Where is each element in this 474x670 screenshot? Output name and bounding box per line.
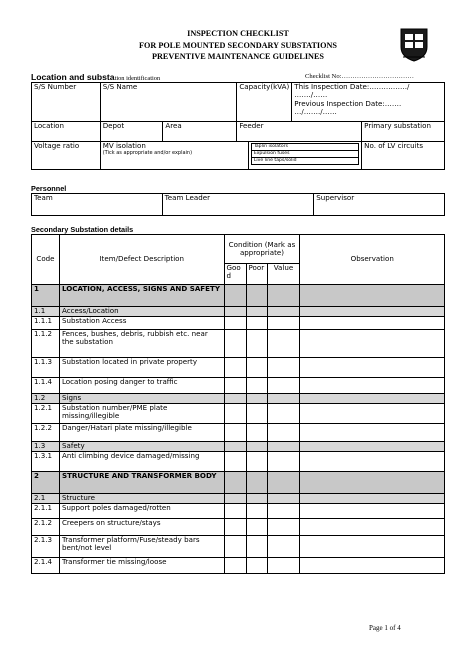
row-item: Location posing danger to traffic xyxy=(59,378,224,394)
area-field[interactable]: Area xyxy=(163,122,237,142)
poor-checkbox[interactable] xyxy=(246,452,267,472)
row-code: 1.1.3 xyxy=(32,358,60,378)
table-row xyxy=(32,472,445,494)
row-item: Structure xyxy=(59,494,224,504)
primary-substation-field[interactable]: Primary substation xyxy=(362,122,445,142)
row-item: Safety xyxy=(59,442,224,452)
observation-field xyxy=(300,442,445,452)
value-field[interactable] xyxy=(267,452,300,472)
col-code-header: Code xyxy=(32,235,60,285)
observation-field[interactable] xyxy=(300,378,445,394)
good-checkbox xyxy=(224,442,246,452)
row-code: 2 xyxy=(32,472,60,494)
row-code: 1 xyxy=(32,285,60,307)
team-leader-field[interactable]: Team Leader xyxy=(162,194,314,216)
row-code: 1.3.1 xyxy=(32,452,60,472)
good-checkbox[interactable] xyxy=(224,452,246,472)
mv-isolation-note: (Tick as appropriate and/or explain) xyxy=(102,150,193,157)
poor-checkbox[interactable] xyxy=(246,317,267,330)
col-item-header: Item/Defect Description xyxy=(59,235,224,285)
row-code: 1.1.2 xyxy=(32,330,60,358)
table-row xyxy=(32,330,445,358)
table-row xyxy=(32,452,445,472)
observation-field xyxy=(300,394,445,404)
row-item: Transformer platform/Fuse/steady bars bent/not level xyxy=(59,536,224,558)
table-row xyxy=(32,285,445,307)
col-value-header: Value xyxy=(267,264,300,285)
good-checkbox[interactable] xyxy=(224,404,246,424)
table-row xyxy=(32,519,445,536)
row-item: Fences, bushes, debris, rubbish etc. near the substation xyxy=(59,330,224,358)
personnel-table xyxy=(31,193,445,216)
good-checkbox[interactable] xyxy=(224,378,246,394)
page-number: Page 1 of 4 xyxy=(369,624,401,632)
row-item: Anti climbing device damaged/missing xyxy=(59,452,224,472)
value-field[interactable] xyxy=(267,317,300,330)
ss-name-field[interactable]: S/S Name xyxy=(100,83,237,122)
row-code: 1.2.1 xyxy=(32,404,60,424)
value-field[interactable] xyxy=(267,404,300,424)
poor-checkbox[interactable] xyxy=(246,404,267,424)
table-row xyxy=(32,494,445,504)
previous-inspection-date: Previous Inspection Date:……. …/……./…… xyxy=(294,98,402,117)
isolator-options xyxy=(248,142,361,170)
row-item: Signs xyxy=(59,394,224,404)
value-field xyxy=(267,394,300,404)
observation-field[interactable] xyxy=(300,358,445,378)
poor-checkbox[interactable] xyxy=(246,558,267,574)
observation-field[interactable] xyxy=(300,330,445,358)
value-field[interactable] xyxy=(267,424,300,442)
table-row xyxy=(32,536,445,558)
observation-field[interactable] xyxy=(300,519,445,536)
table-row xyxy=(32,358,445,378)
value-field xyxy=(267,307,300,317)
row-code: 2.1.4 xyxy=(32,558,60,574)
row-code: 1.1.1 xyxy=(32,317,60,330)
row-code: 2.1.3 xyxy=(32,536,60,558)
observation-field[interactable] xyxy=(300,504,445,519)
good-checkbox xyxy=(224,285,246,307)
doc-subtitle: FOR POLE MOUNTED SECONDARY SUBSTATIONS xyxy=(139,41,337,50)
observation-field[interactable] xyxy=(300,452,445,472)
table-row xyxy=(32,307,445,317)
value-field[interactable] xyxy=(267,519,300,536)
live-line-taps-option[interactable]: Live line taps/solid xyxy=(251,158,359,165)
details-label: Secondary Substation details xyxy=(31,225,134,234)
row-item: Creepers on structure/stays xyxy=(59,519,224,536)
good-checkbox[interactable] xyxy=(224,330,246,358)
good-checkbox xyxy=(224,494,246,504)
lv-circuits-field[interactable]: No. of LV circuits xyxy=(362,142,445,170)
observation-field xyxy=(300,307,445,317)
value-field[interactable] xyxy=(267,330,300,358)
details-rows xyxy=(32,285,445,574)
table-row xyxy=(32,442,445,452)
col-good-header: Goo d xyxy=(224,264,246,285)
taplin-isolators-option[interactable]: Taplin isolators xyxy=(251,143,359,151)
good-checkbox[interactable] xyxy=(224,317,246,330)
good-checkbox[interactable] xyxy=(224,536,246,558)
value-field[interactable] xyxy=(267,378,300,394)
doc-guidelines-title: PREVENTIVE MAINTENANCE GUIDELINES xyxy=(152,52,324,61)
value-field xyxy=(267,285,300,307)
location-table xyxy=(31,82,445,170)
poor-checkbox xyxy=(246,442,267,452)
mv-isolation-label: MV isolation xyxy=(102,141,146,150)
location-section-title: Location and substation identification xyxy=(31,72,161,82)
voltage-ratio-field[interactable]: Voltage ratio xyxy=(32,142,101,170)
value-field[interactable] xyxy=(267,536,300,558)
poor-checkbox[interactable] xyxy=(246,330,267,358)
details-table xyxy=(31,234,445,574)
row-code: 2.1 xyxy=(32,494,60,504)
row-item: Support poles damaged/rotten xyxy=(59,504,224,519)
good-checkbox[interactable] xyxy=(224,519,246,536)
value-field[interactable] xyxy=(267,504,300,519)
row-code: 1.1 xyxy=(32,307,60,317)
row-code: 1.2.2 xyxy=(32,424,60,442)
value-field[interactable] xyxy=(267,358,300,378)
poor-checkbox xyxy=(246,394,267,404)
personnel-label: Personnel xyxy=(31,184,67,193)
table-row xyxy=(32,424,445,442)
expulsion-fuses-option[interactable]: Expulsion fuses xyxy=(251,151,359,158)
col-poor-header: Poor xyxy=(246,264,267,285)
row-item: Access/Location xyxy=(59,307,224,317)
row-item: Danger/Hatari plate missing/illegible xyxy=(59,424,224,442)
col-condition-header: Condition (Mark as appropriate) xyxy=(224,235,300,264)
table-row xyxy=(32,404,445,424)
poor-checkbox[interactable] xyxy=(246,378,267,394)
observation-field xyxy=(300,472,445,494)
poor-checkbox[interactable] xyxy=(246,358,267,378)
row-item: LOCATION, ACCESS, SIGNS AND SAFETY xyxy=(59,285,224,307)
good-checkbox xyxy=(224,472,246,494)
depot-field[interactable]: Depot xyxy=(100,122,163,142)
observation-field xyxy=(300,494,445,504)
observation-field xyxy=(300,285,445,307)
row-item: Substation located in private property xyxy=(59,358,224,378)
inspection-dates-cell[interactable] xyxy=(292,83,445,122)
supervisor-field[interactable]: Supervisor xyxy=(314,194,445,216)
value-field xyxy=(267,442,300,452)
table-row xyxy=(32,558,445,574)
table-row xyxy=(32,504,445,519)
kplc-logo xyxy=(397,25,431,63)
doc-title: INSPECTION CHECKLIST xyxy=(187,29,289,38)
good-checkbox[interactable] xyxy=(224,358,246,378)
checklist-number-field[interactable]: Checklist No:…………………………… xyxy=(305,73,414,80)
table-row xyxy=(32,378,445,394)
row-item: STRUCTURE AND TRANSFORMER BODY xyxy=(59,472,224,494)
poor-checkbox xyxy=(246,307,267,317)
good-checkbox[interactable] xyxy=(224,504,246,519)
good-checkbox[interactable] xyxy=(224,424,246,442)
poor-checkbox xyxy=(246,494,267,504)
poor-checkbox[interactable] xyxy=(246,424,267,442)
capacity-field[interactable]: Capacity(kVA) xyxy=(237,83,292,122)
good-checkbox xyxy=(224,307,246,317)
row-code: 2.1.2 xyxy=(32,519,60,536)
poor-checkbox[interactable] xyxy=(246,536,267,558)
row-item: Substation number/PME plate missing/illegible xyxy=(59,404,224,424)
feeder-field[interactable]: Feeder xyxy=(237,122,362,142)
location-field[interactable]: Location xyxy=(32,122,101,142)
this-inspection-date: This Inspection Date:……………./ ……./…… xyxy=(294,82,410,100)
ss-number-field[interactable]: S/S Number xyxy=(32,83,101,122)
observation-field[interactable] xyxy=(300,424,445,442)
observation-field[interactable] xyxy=(300,536,445,558)
poor-checkbox xyxy=(246,285,267,307)
table-row xyxy=(32,317,445,330)
col-observation-header: Observation xyxy=(300,235,445,285)
row-item: Transformer tie missing/loose xyxy=(59,558,224,574)
good-checkbox[interactable] xyxy=(224,558,246,574)
row-code: 1.2 xyxy=(32,394,60,404)
value-field[interactable] xyxy=(267,558,300,574)
value-field xyxy=(267,494,300,504)
mv-isolation-cell xyxy=(100,142,248,170)
table-row xyxy=(32,394,445,404)
team-field[interactable]: Team xyxy=(32,194,163,216)
good-checkbox xyxy=(224,394,246,404)
poor-checkbox[interactable] xyxy=(246,519,267,536)
poor-checkbox[interactable] xyxy=(246,504,267,519)
value-field xyxy=(267,472,300,494)
observation-field[interactable] xyxy=(300,317,445,330)
row-item: Substation Access xyxy=(59,317,224,330)
row-code: 2.1.1 xyxy=(32,504,60,519)
observation-field[interactable] xyxy=(300,404,445,424)
poor-checkbox xyxy=(246,472,267,494)
observation-field[interactable] xyxy=(300,558,445,574)
row-code: 1.3 xyxy=(32,442,60,452)
row-code: 1.1.4 xyxy=(32,378,60,394)
